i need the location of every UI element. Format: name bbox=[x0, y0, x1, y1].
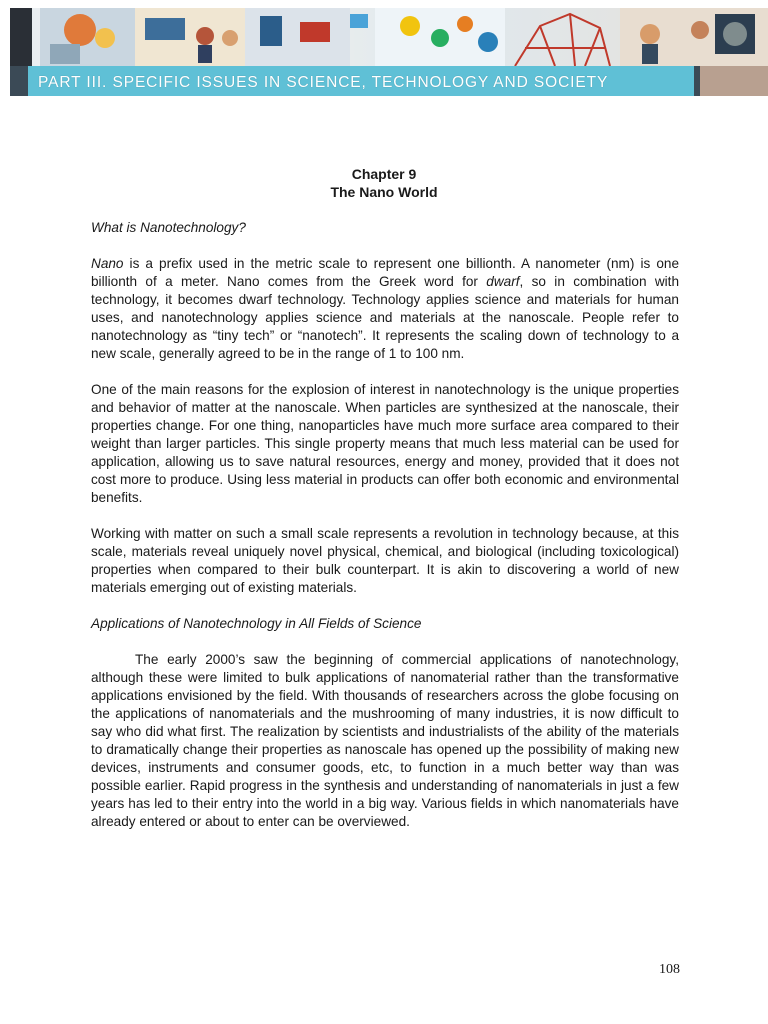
paragraph-commercial-applications: The early 2000’s saw the beginning of commercial applications of nanotechnology, although these were limited to bulk applications of nanomaterial rather than the transformative applications envisioned by the field. With thousands of researchers across the globe focusing on the applications of nanomaterials and the mushrooming of many industries, it is now difficult to say who did what first. The realization by scientists and industrialists of the ability of the materials to dramatically change their properties as nanoscale has opened up the possibility of making new devices, instruments and consumer goods, etc, to function in a much better way than was possible earlier. Rapid progress in the synthesis and understanding of nanomaterials in just a few years has led to their entry into the world in a big way. Various fields in which nanomaterials have already entered or about to enter can be overviewed. bbox=[91, 652, 679, 829]
paragraph-nano-definition-part-b: , so in combination with technology, it becomes dwarf technology. Technology applies science and materials for human uses, and nanotechnology applies science and materials at the nanoscale. People refer to nanotechnology as “tiny tech” or “nanotech”. It represents the scaling down of technology to a new scale, generally agreed to be in the range of 1 to 100 nm. bbox=[91, 274, 680, 361]
chapter-body bbox=[91, 219, 679, 831]
page-number: 108 bbox=[659, 962, 680, 977]
chapter-header bbox=[0, 165, 768, 201]
part-title: PART III. SPECIFIC ISSUES IN SCIENCE, TECHNOLOGY AND SOCIETY bbox=[38, 74, 609, 91]
page-banner bbox=[10, 8, 768, 96]
term-dwarf: dwarf bbox=[486, 274, 520, 289]
chapter-number: Chapter 9 bbox=[351, 166, 417, 182]
term-nano: Nano bbox=[91, 256, 124, 271]
chapter-title: The Nano World bbox=[330, 184, 438, 200]
paragraph-revolution-in-technology: Working with matter on such a small scale represents a revolution in technology because, at this scale, materials reveal uniquely novel physical, chemical, and biological (including toxicological) properties when compared to their bulk counterpart. It is akin to discovering a world of new materials emerging out of existing materials. bbox=[91, 526, 679, 595]
paragraph-nanoscale-properties: One of the main reasons for the explosion of interest in nanotechnology is the unique properties and behavior of matter at the nanoscale. When particles are synthesized at the nanoscale, their properties change. For one thing, nanoparticles have much more surface area compared to their weight than larger particles. This single property means that much less material can be used for application, allowing us to save natural resources, energy and money, provided that it does not cost more to produce. Using less material in products can offer both economic and environmental benefits. bbox=[91, 382, 679, 505]
section-heading-what-is-nanotechnology: What is Nanotechnology? bbox=[91, 220, 246, 235]
section-heading-applications: Applications of Nanotechnology in All Fields of Science bbox=[91, 616, 422, 631]
paragraph-nano-definition-part-a: is a prefix used in the metric scale to represent one billionth. A nanometer (nm) is one billionth of a meter. Nano comes from the Greek word for bbox=[91, 256, 679, 289]
paragraph-nano-definition bbox=[91, 255, 679, 363]
